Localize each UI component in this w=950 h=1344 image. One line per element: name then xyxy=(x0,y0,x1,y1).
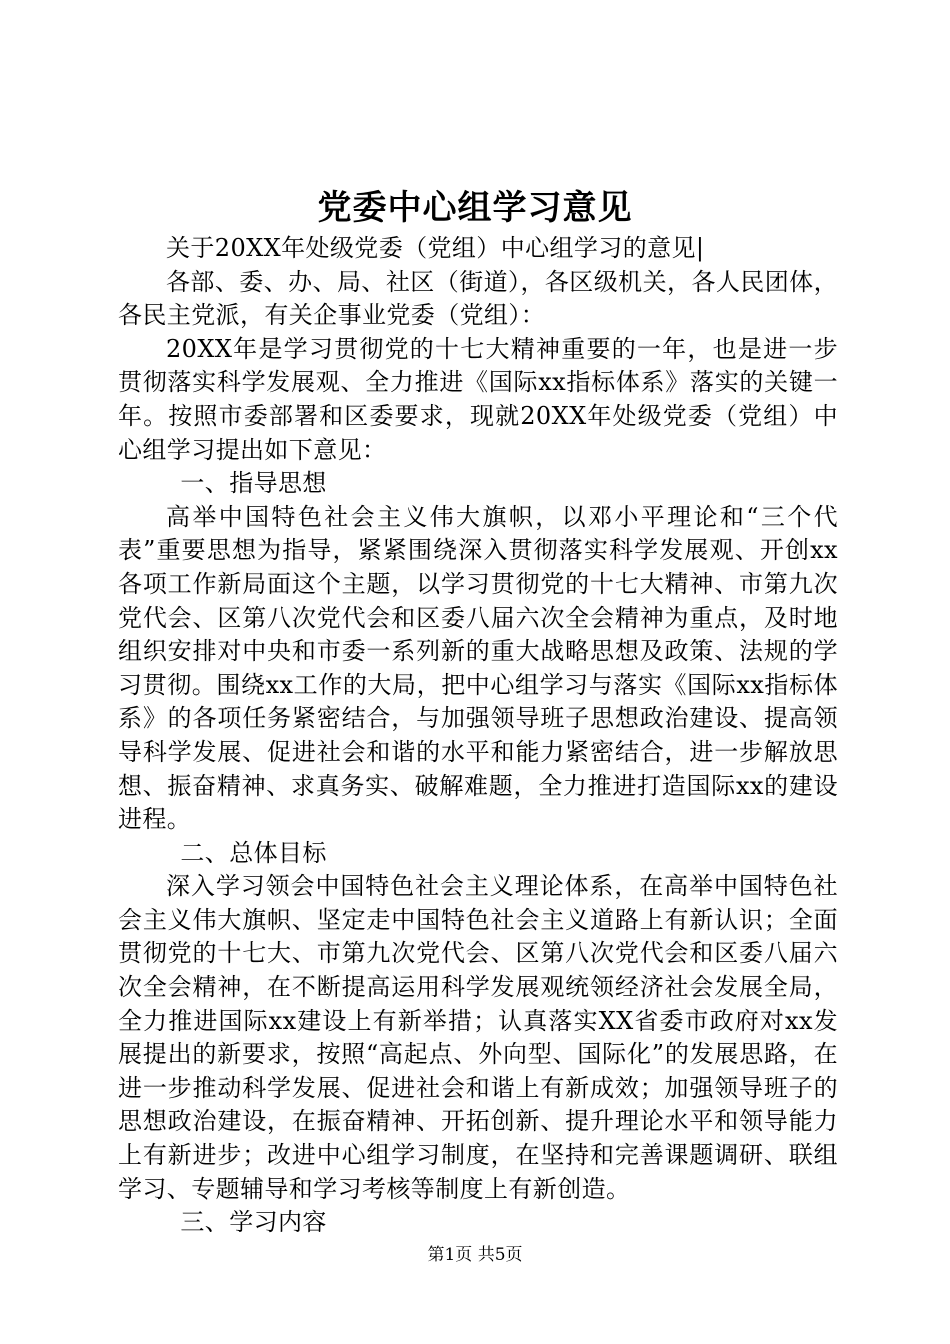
section-heading-overall-goals: 二、总体目标 xyxy=(180,838,327,867)
page-title: 党委中心组学习意见 xyxy=(317,188,633,228)
document-body xyxy=(118,232,838,1240)
section-heading-study-content: 三、学习内容 xyxy=(180,1208,327,1237)
page-footer: 第1页 共5页 xyxy=(427,1245,523,1265)
paragraph-subject: 关于20XX年处级党委（党组）中心组学习的意见| xyxy=(166,234,705,262)
section-heading-guiding-thought: 一、指导思想 xyxy=(180,469,327,498)
paragraph-guiding-thought: 高举中国特色社会主义伟大旗帜，以邓小平理论和“三个代表”重要思想为指导，紧紧围绕深入贯彻落实科学发展观、开创xx各项工作新局面这个主题，以学习贯彻党的十七大精神、市第九次党代会、区第八次党代会和区委八届六次全会精神为重点，及时地组织安排对中央和市委一系列新的重大战略思想及政策、法规的学习贯彻。围绕xx工作的大局，把中心组学习与落实《国际xx指标体系》的各项任务紧密结合，与加强领导班子思想政治建设、提高领导科学发展、促进社会和谐的水平和能力紧密结合，进一步解放思想、振奋精神、求真务实、破解难题，全力推进打造国际xx的建设进程。 xyxy=(118,502,838,834)
paragraph-recipients: 各部、委、办、局、社区（街道），各区级机关，各人民团体，各民主党派，有关企事业党委（党组）： xyxy=(118,267,838,330)
paragraph-overall-goals: 深入学习领会中国特色社会主义理论体系，在高举中国特色社会主义伟大旗帜、坚定走中国特色社会主义道路上有新认识；全面贯彻党的十七大、市第九次党代会、区第八次党代会和区委八届六次全会精神，在不断提高运用科学发展观统领经济社会发展全局，全力推进国际xx建设上有新举措；认真落实XX省委市政府对xx发展提出的新要求，按照“高起点、外向型、国际化”的发展思路，在进一步推动科学发展、促进社会和谐上有新成效；加强领导班子的思想政治建设，在振奋精神、开拓创新、提升理论水平和领导能力上有新进步；改进中心组学习制度，在坚持和完善课题调研、联组学习、专题辅导和学习考核等制度上有新创造。 xyxy=(118,872,838,1203)
paragraph-intro: 20XX年是学习贯彻党的十七大精神重要的一年，也是进一步贯彻落实科学发展观、全力推进《国际xx指标体系》落实的关键一年。按照市委部署和区委要求，现就20XX年处级党委（党组）中心组学习提出如下意见： xyxy=(118,334,838,464)
